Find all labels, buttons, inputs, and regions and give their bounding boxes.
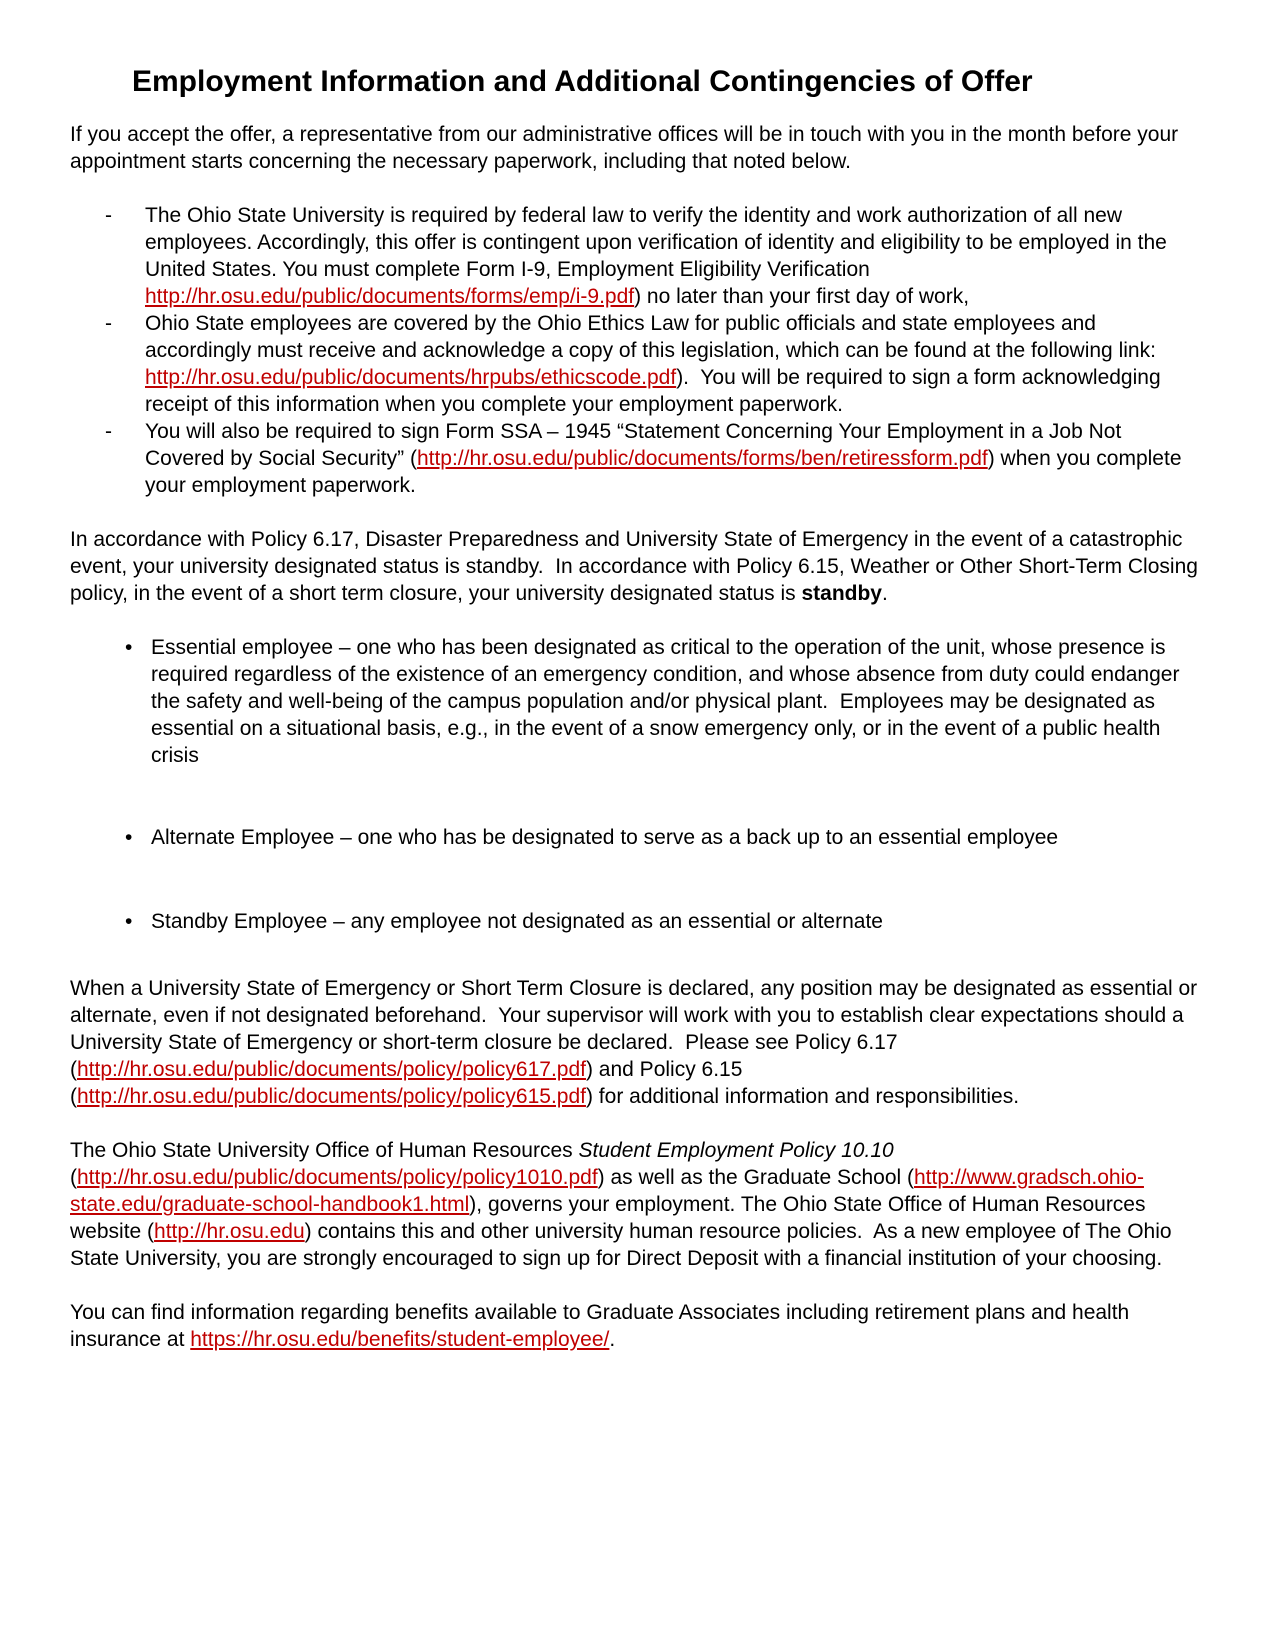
contingencies-list	[70, 202, 1205, 499]
text-run: Ohio State employees are covered by the Ohio Ethics Law for public officials and state employees and accordingly must receive and acknowledge a copy of this legislation, which can be found at the following link:	[145, 312, 1162, 362]
document-title: Employment Information and Additional Contingencies of Offer	[132, 65, 1033, 98]
text-run: Standby Employee – any employee not designated as an essential or alternate	[151, 910, 883, 933]
benefits-paragraph	[70, 1299, 1205, 1353]
text-run: ) when you complete your employment paperwork.	[145, 447, 1188, 497]
text-run: ) and Policy 6.15 (	[70, 1058, 749, 1108]
text-run: The Ohio State University is required by federal law to verify the identity and work authorization of all new employees. Accordingly, this offer is contingent upon verification of identity and eligibility to be employed in the United States. You must complete Form I-9, Employment Eligibility Verification	[145, 204, 1173, 281]
text-run: In accordance with Policy 6.17, Disaster Preparedness and University State of Emergency in the event of a catastrophic event, your university designated status is standby. In accordance with Policy 6.15, Weather or Other Short-Term Closing policy, in the event of a short term closure, your university designated status is	[70, 528, 1204, 605]
link-student-employee-benefits[interactable]: https://hr.osu.edu/benefits/student-employee/	[190, 1328, 610, 1351]
link-policy-617[interactable]: http://hr.osu.edu/public/documents/policy/policy617.pdf	[77, 1058, 586, 1081]
text-run: ) for additional information and responsibilities.	[585, 1085, 1020, 1108]
text-run: ) as well as the Graduate School (	[597, 1166, 914, 1189]
intro-paragraph	[70, 121, 1205, 175]
link-i9-form[interactable]: http://hr.osu.edu/public/documents/forms/emp/i-9.pdf	[145, 285, 635, 308]
link-graduate-school-handbook[interactable]: http://www.gradsch.ohio-state.edu/graduate-school-handbook1.html	[70, 1166, 1144, 1216]
list-item-ssa	[70, 418, 1205, 499]
text-run: Essential employee – one who has been designated as critical to the operation of the unit, whose presence is required regardless of the existence of an emergency condition, and whose absence from duty could endanger the safety and well-being of the campus population and/or physical plant. Employees may be designated as essential on a situational basis, e.g., in the event of a snow emergency only, or in the event of a public health crisis	[151, 636, 1186, 767]
text-run: You can find information regarding benefits available to Graduate Associates including retirement plans and health insurance at	[70, 1301, 1136, 1351]
round-bullet: •	[125, 826, 133, 849]
text-run: ) no later than your first day of work,	[634, 285, 970, 308]
text-run: ) contains this and other university human resource policies. As a new employee of The Ohio State University, you are strongly encouraged to sign up for Direct Deposit with a financial institution of your choosing.	[70, 1220, 1178, 1270]
text-run: If you accept the offer, a representative from our administrative offices will be in touch with you in the month before your appointment starts concerning the necessary paperwork, including that noted below.	[70, 123, 1184, 173]
hr-policies-paragraph	[70, 1137, 1205, 1272]
dash-bullet: -	[105, 312, 112, 335]
list-item-essential-employee	[70, 634, 1205, 769]
text-run: You will also be required to sign Form SSA – 1945 “Statement Concerning Your Employment in a Job Not Covered by Social Security” (	[145, 420, 1128, 470]
text-run: ). You will be required to sign a form acknowledging receipt of this information when you complete your employment paperwork.	[145, 366, 1167, 416]
standby-bold-text: standby	[801, 582, 882, 605]
link-policy-1010[interactable]: http://hr.osu.edu/public/documents/policy/policy1010.pdf	[77, 1166, 598, 1189]
round-bullet: •	[125, 910, 133, 933]
link-hr-osu-edu[interactable]: http://hr.osu.edu	[154, 1220, 305, 1243]
link-policy-615[interactable]: http://hr.osu.edu/public/documents/policy/policy615.pdf	[77, 1085, 586, 1108]
list-item-alternate-employee	[70, 824, 1205, 851]
dash-bullet: -	[105, 204, 112, 227]
text-run: Alternate Employee – one who has be designated to serve as a back up to an essential employee	[151, 826, 1059, 849]
standby-policy-paragraph	[70, 526, 1205, 607]
list-item-ethics	[70, 310, 1205, 418]
link-retiress-form[interactable]: http://hr.osu.edu/public/documents/forms/ben/retiressform.pdf	[416, 447, 988, 470]
text-run: .	[609, 1328, 616, 1351]
text-run: ), governs your employment. The Ohio State Office of Human Resources website (	[70, 1193, 1152, 1243]
text-run: (	[70, 1139, 900, 1189]
employee-designation-list	[70, 634, 1205, 935]
student-employment-policy-italic: Student Employment Policy 10.10	[578, 1139, 894, 1162]
link-ethics-code[interactable]: http://hr.osu.edu/public/documents/hrpubs/ethicscode.pdf	[145, 366, 677, 389]
dash-bullet: -	[105, 420, 112, 443]
list-item-standby-employee	[70, 908, 1205, 935]
list-item-i9	[70, 202, 1205, 310]
text-run: The Ohio State University Office of Human Resources	[70, 1139, 579, 1162]
text-run: .	[881, 582, 888, 605]
round-bullet: •	[125, 636, 133, 659]
emergency-declaration-paragraph	[70, 975, 1205, 1110]
text-run: When a University State of Emergency or Short Term Closure is declared, any position may be designated as essential or alternate, even if not designated beforehand. Your supervisor will work with you to establish clear expectations should a University State of Emergency or short-term closure be declared. Please see Policy 6.17 (	[70, 977, 1204, 1081]
